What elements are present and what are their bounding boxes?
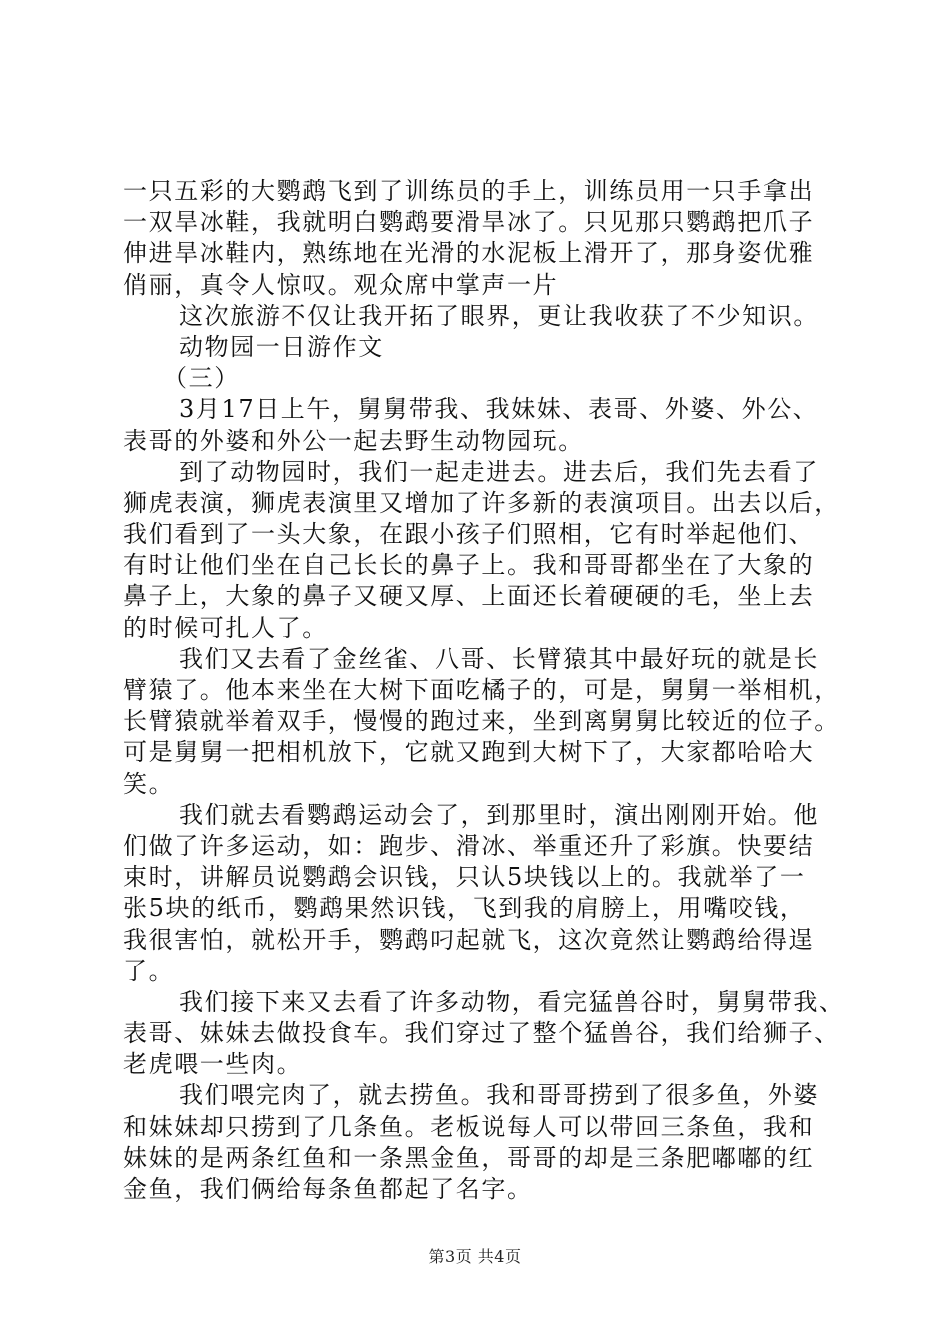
page-number-label: 第3页 共4页: [428, 1247, 522, 1266]
text-line: 和妹妹却只捞到了几条鱼。老板说每人可以带回三条鱼，我和: [123, 1112, 815, 1141]
text-line: 我们就去看鹦鹉运动会了，到那里时，演出刚刚开始。他: [179, 800, 819, 829]
document-body: [123, 176, 845, 1205]
text-line: 长臂猿就举着双手，慢慢的跑过来，坐到离舅舅比较近的位子。: [123, 707, 840, 736]
text-line: 我很害怕，就松开手，鹦鹉叼起就飞，这次竟然让鹦鹉给得逞: [123, 925, 815, 954]
text-line: 了。: [123, 956, 175, 985]
text-line: 有时让他们坐在自己长长的鼻子上。我和哥哥都坐在了大象的: [123, 551, 815, 580]
text-line: 我们又去看了金丝雀、八哥、长臂猿其中最好玩的就是长: [179, 644, 819, 673]
essay-title: 动物园一日游作文: [179, 332, 384, 361]
text-line: 这次旅游不仅让我开拓了眼界，更让我收获了不少知识。: [179, 301, 819, 330]
text-line: 伸进旱冰鞋内，熟练地在光滑的水泥板上滑开了，那身姿优雅: [123, 239, 815, 268]
text-line: 老虎喂一些肉。: [123, 1050, 303, 1079]
text-line: 我们喂完肉了，就去捞鱼。我和哥哥捞到了很多鱼，外婆: [179, 1081, 819, 1110]
text-line: 的时候可扎人了。: [123, 613, 328, 642]
text-line: 一双旱冰鞋，我就明白鹦鹉要滑旱冰了。只见那只鹦鹉把爪子: [123, 208, 815, 237]
text-line: 金鱼，我们俩给每条鱼都起了名字。: [123, 1175, 533, 1203]
text-line: 妹妹的是两条红鱼和一条黑金鱼，哥哥的却是三条肥嘟嘟的红: [123, 1143, 815, 1172]
text-line: 我们接下来又去看了许多动物，看完猛兽谷时，舅舅带我、: [179, 987, 845, 1016]
text-line: 可是舅舅一把相机放下，它就又跑到大树下了，大家都哈哈大: [123, 738, 815, 767]
page-footer: [0, 1244, 950, 1267]
text-line: 3月17日上午，舅舅带我、我妹妹、表哥、外婆、外公、: [179, 395, 819, 424]
text-line: 鼻子上，大象的鼻子又硬又厚、上面还长着硬硬的毛，坐上去: [123, 582, 815, 611]
text-line: 笑。: [123, 769, 175, 798]
text-line: 束时，讲解员说鹦鹉会识钱，只认5块钱以上的。我就举了一: [123, 863, 806, 892]
text-line: 表哥的外婆和外公一起去野生动物园玩。: [123, 426, 584, 455]
text-line: 到了动物园时，我们一起走进去。进去后，我们先去看了: [179, 457, 819, 486]
section-number: （三）: [163, 364, 240, 393]
text-line: 们做了许多运动，如：跑步、滑冰、举重还升了彩旗。快要结: [123, 831, 815, 860]
text-line: 臂猿了。他本来坐在大树下面吃橘子的，可是，舅舅一举相机，: [123, 676, 840, 704]
text-line: 一只五彩的大鹦鹉飞到了训练员的手上，训练员用一只手拿出: [123, 177, 815, 205]
text-line: 俏丽，真令人惊叹。观众席中掌声一片: [123, 270, 559, 299]
text-line: 狮虎表演，狮虎表演里又增加了许多新的表演项目。出去以后，: [123, 488, 840, 517]
text-line: 表哥、妹妹去做投食车。我们穿过了整个猛兽谷，我们给狮子、: [123, 1019, 840, 1048]
text-line: 我们看到了一头大象，在跟小孩子们照相，它有时举起他们、: [123, 520, 815, 549]
text-line: 张5块的纸币，鹦鹉果然识钱，飞到我的肩膀上，用嘴咬钱，: [123, 894, 806, 923]
